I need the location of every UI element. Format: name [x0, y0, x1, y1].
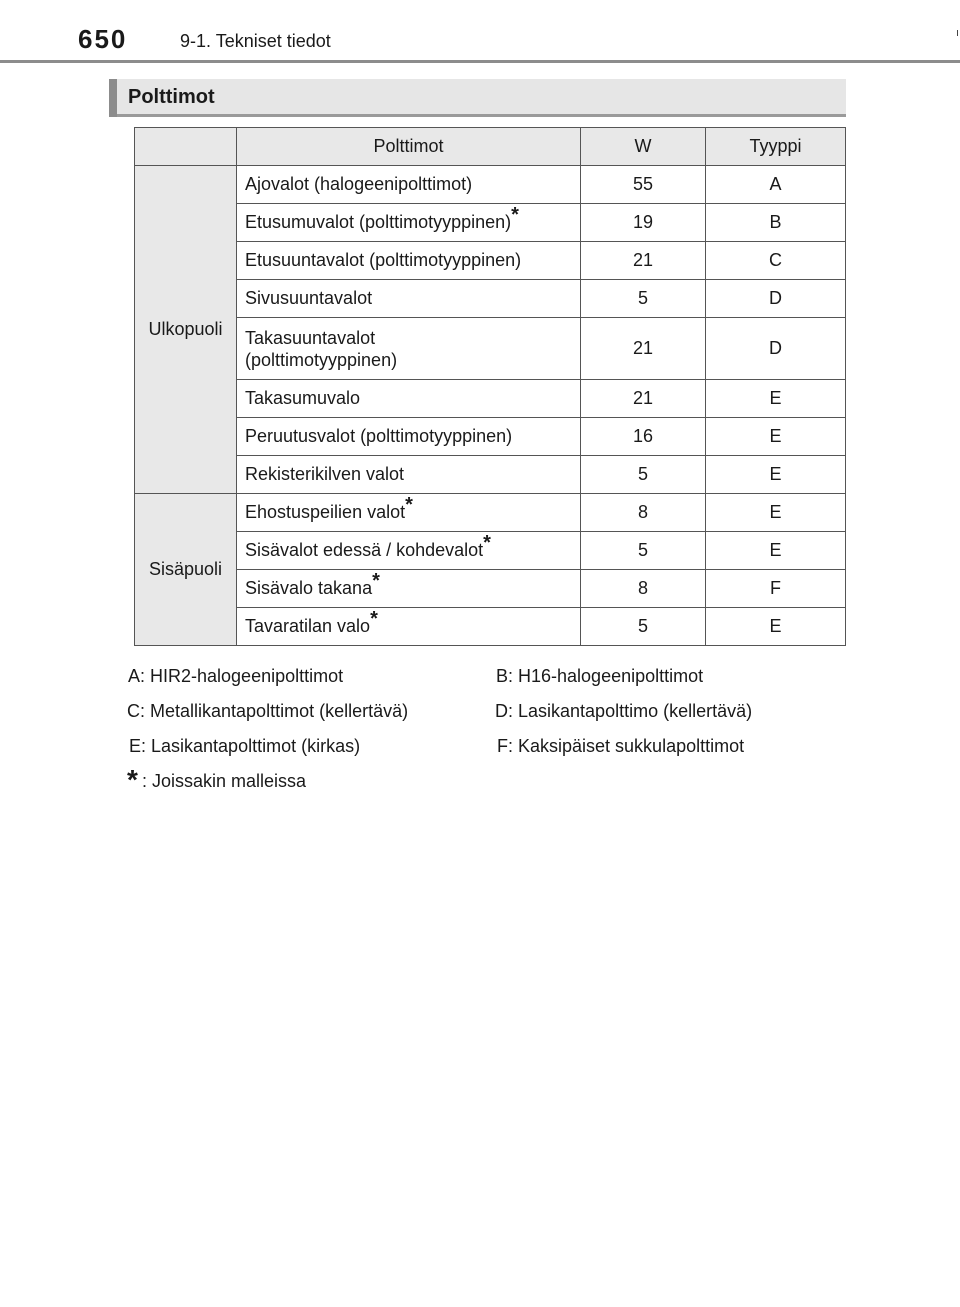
wattage-cell: 55: [581, 166, 706, 204]
wattage-cell: 8: [581, 570, 706, 608]
header-cell-bulbs: Polttimot: [237, 128, 581, 166]
bulb-name: Tavaratilan valo: [245, 616, 371, 636]
page-number: 650: [78, 24, 128, 54]
group-label: Ulkopuoli: [135, 166, 237, 494]
bulb-type-cell: E: [706, 532, 846, 570]
banner-accent-bar: [109, 79, 117, 117]
bulb-name-cell: [237, 418, 581, 456]
table-row: [135, 204, 846, 242]
table-header-row: [135, 128, 846, 166]
wattage-cell: 19: [581, 204, 706, 242]
table-row: [135, 166, 846, 204]
bulb-type-cell: E: [706, 380, 846, 418]
bulb-name-cell: [237, 608, 581, 646]
legend-item-f: F: Kaksipäiset sukkulapolttimot: [497, 736, 745, 756]
group-label: Sisäpuoli: [135, 494, 237, 646]
footnote-asterisk-mark: *: [511, 204, 519, 226]
bulb-name: Sisävalot edessä / kohdevalot: [245, 540, 484, 560]
bulb-name: Rekisterikilven valot: [245, 464, 405, 484]
wattage-cell: 21: [581, 242, 706, 280]
bulb-name: Ehostuspeilien valot: [245, 502, 406, 522]
bulb-name-cell: [237, 456, 581, 494]
bulb-type-cell: D: [706, 280, 846, 318]
table-row: [135, 532, 846, 570]
header-cell-watts: W: [581, 128, 706, 166]
bulb-type-cell: B: [706, 204, 846, 242]
wattage-cell: 21: [581, 318, 706, 380]
bulb-name: Takasumuvalo: [245, 388, 361, 408]
wattage-cell: 8: [581, 494, 706, 532]
wattage-cell: 21: [581, 380, 706, 418]
bulb-name-cell: [237, 166, 581, 204]
table-row: [135, 494, 846, 532]
wattage-cell: 5: [581, 456, 706, 494]
header-cell-type: Tyyppi: [706, 128, 846, 166]
bulb-name: Etusumuvalot (polttimotyyppinen): [245, 212, 512, 232]
bulb-name: Takasuuntavalot: [245, 327, 376, 348]
header-rule: [0, 60, 960, 63]
edge-tick: [957, 30, 958, 36]
page-header: [0, 0, 960, 64]
table-row: [135, 280, 846, 318]
table-row: [135, 380, 846, 418]
wattage-cell: 16: [581, 418, 706, 456]
legend-item-c: C: Metallikantapolttimot (kellertävä): [127, 701, 409, 721]
footnote-asterisk-mark: *: [405, 494, 413, 516]
bulb-type-cell: F: [706, 570, 846, 608]
bulb-name-cell: [237, 242, 581, 280]
bulb-name-cell: [237, 204, 581, 242]
bulb-name: Sivusuuntavalot: [245, 288, 373, 308]
bulb-name-cell: [237, 494, 581, 532]
bulb-name: Sisävalo takana: [245, 578, 373, 598]
table-row: [135, 318, 846, 380]
table-row: [135, 608, 846, 646]
header-cell-empty: [135, 128, 237, 166]
table-body: [135, 166, 846, 646]
bulb-type-cell: A: [706, 166, 846, 204]
legend-item-e: E: Lasikantapolttimot (kirkas): [129, 736, 361, 756]
bulb-name: Peruutusvalot (polttimotyyppinen): [245, 426, 513, 446]
bulb-name: Ajovalot (halogeenipolttimot): [245, 174, 473, 194]
section-banner: [109, 79, 846, 117]
footnote-text: : Joissakin malleissa: [142, 771, 307, 791]
table-row: [135, 242, 846, 280]
bulb-type-cell: E: [706, 608, 846, 646]
legend-item-d: D: Lasikantapolttimo (kellertävä): [495, 701, 753, 721]
bulb-type-cell: D: [706, 318, 846, 380]
bulb-name-cell: [237, 318, 581, 380]
bulb-name-cell: [237, 380, 581, 418]
bulb-type-cell: E: [706, 418, 846, 456]
bulb-name-cell: [237, 532, 581, 570]
footnote-asterisk: *: [127, 764, 138, 795]
bulb-name: Etusuuntavalot (polttimotyyppinen): [245, 250, 522, 270]
bulb-name-cell: [237, 280, 581, 318]
wattage-cell: 5: [581, 608, 706, 646]
legend-item-b: B: H16-halogeenipolttimot: [496, 666, 704, 686]
footnote-asterisk-mark: *: [483, 532, 491, 554]
section-title: 9-1. Tekniset tiedot: [180, 31, 331, 51]
table-row: [135, 418, 846, 456]
banner-title: Polttimot: [128, 86, 215, 108]
bulb-table: [134, 127, 846, 646]
bulb-name-cell: [237, 570, 581, 608]
footnote-asterisk-mark: *: [372, 570, 380, 592]
footnote-asterisk-mark: *: [370, 608, 378, 630]
bulb-name-line2: (polttimotyyppinen): [245, 349, 398, 370]
bulb-type-cell: C: [706, 242, 846, 280]
bulb-type-cell: E: [706, 456, 846, 494]
wattage-cell: 5: [581, 532, 706, 570]
wattage-cell: 5: [581, 280, 706, 318]
legend-item-a: A: HIR2-halogeenipolttimot: [128, 666, 344, 686]
bulb-type-cell: E: [706, 494, 846, 532]
table-row: [135, 570, 846, 608]
table-row: [135, 456, 846, 494]
